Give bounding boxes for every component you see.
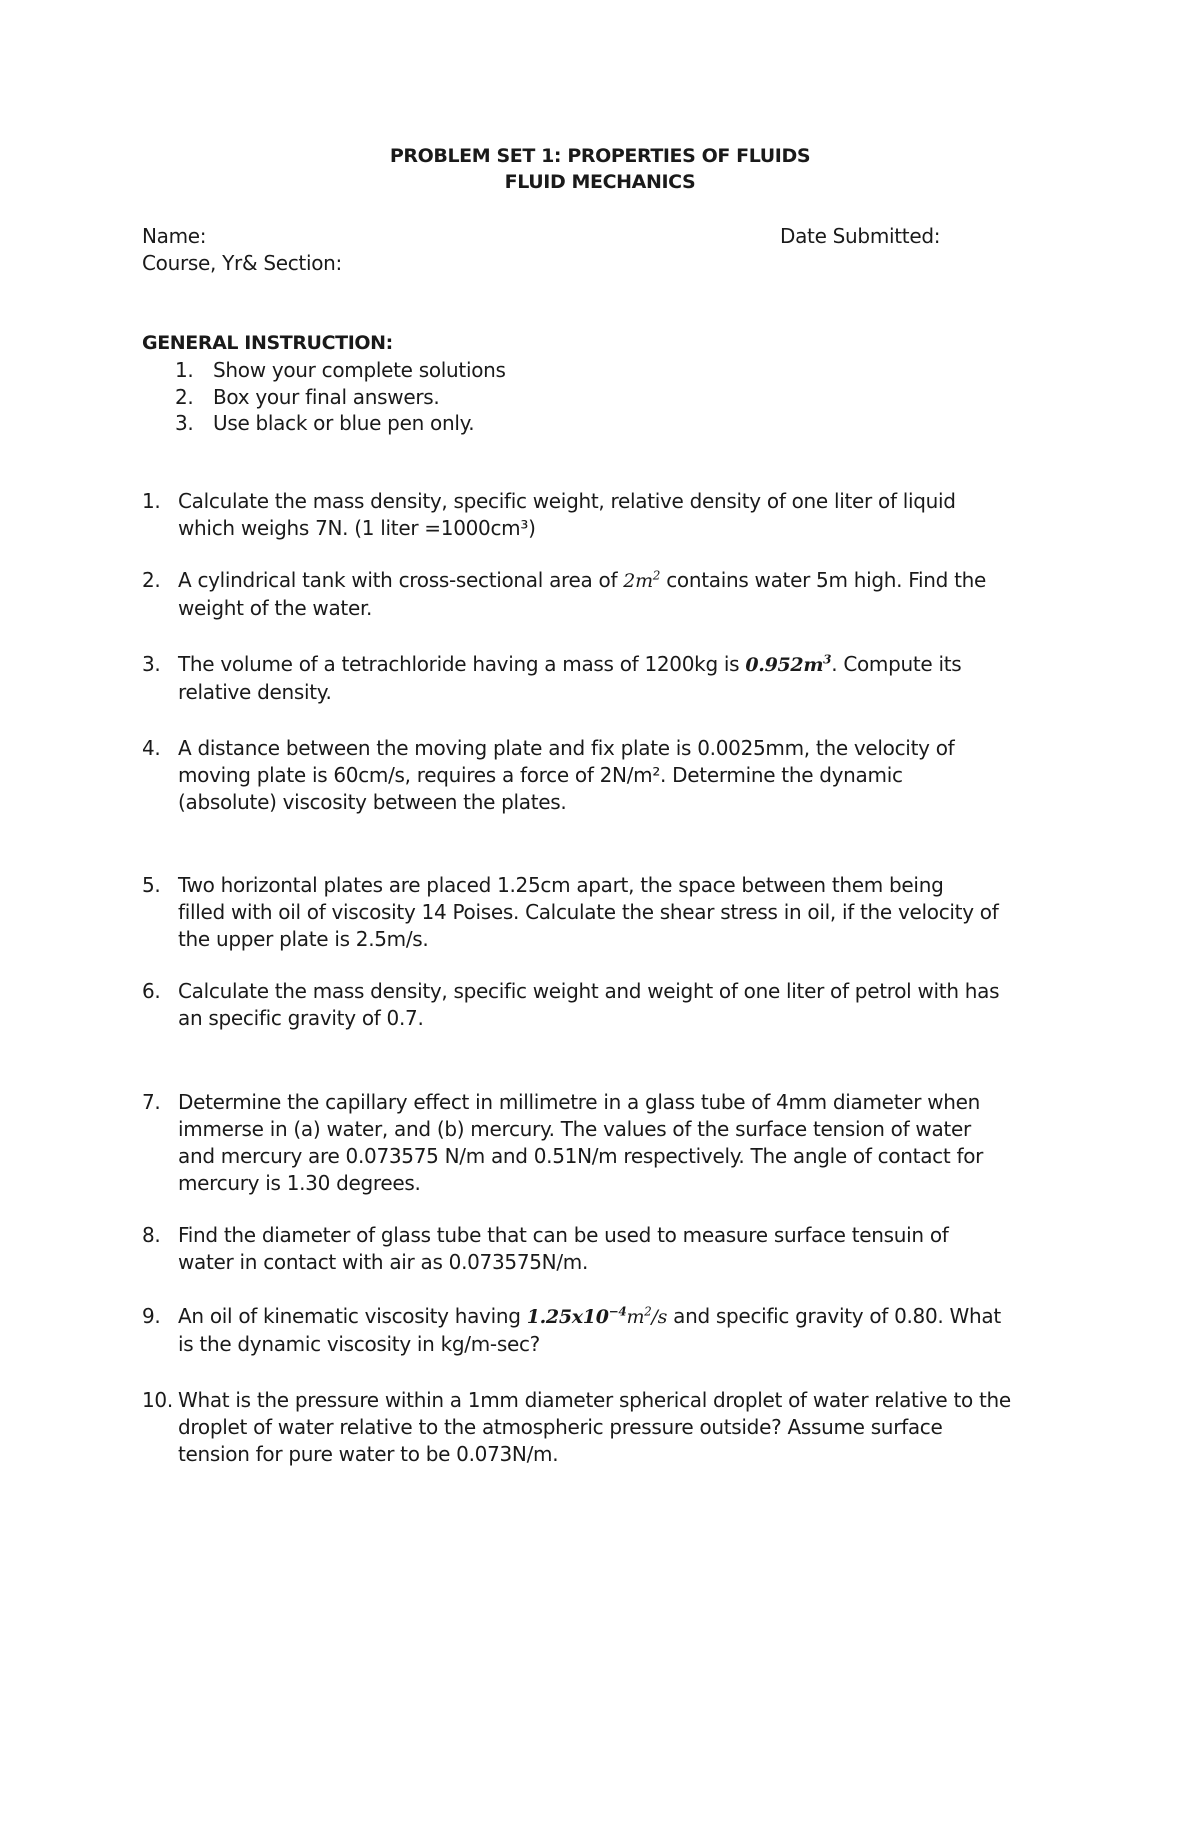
problem-text	[178, 1089, 1062, 1197]
instruction-number: 2.	[175, 384, 194, 409]
problem-item	[142, 651, 1062, 706]
problem-item	[142, 488, 1062, 542]
problem-line: Calculate the mass density, specific weight and weight of one liter of petrol with has	[178, 979, 1000, 1003]
problem-line: relative density.	[178, 680, 332, 704]
instruction-number: 1.	[175, 358, 194, 382]
problem-number: 2.	[142, 568, 161, 592]
problem-line: mercury is 1.30 degrees.	[178, 1171, 421, 1195]
problem-item	[142, 567, 1062, 622]
problem-item	[142, 978, 1062, 1032]
problem-line: is the dynamic viscosity in kg/m-sec?	[178, 1332, 540, 1356]
problem-text-segment: contains water 5m high. Find the	[660, 568, 986, 592]
problem-line: immerse in (a) water, and (b) mercury. The values of the surface tension of water	[178, 1117, 971, 1141]
problem-text	[178, 1303, 1062, 1358]
problem-number: 5.	[142, 873, 161, 897]
problem-text	[178, 1387, 1062, 1468]
math-expression	[527, 1306, 627, 1328]
problem-text-segment: A cylindrical tank with cross-sectional area of	[178, 568, 624, 592]
problem-text	[178, 978, 1062, 1032]
math-expression	[626, 1306, 667, 1328]
problem-line	[178, 567, 1062, 595]
problem-line: What is the pressure within a 1mm diameter spherical droplet of water relative to the	[178, 1388, 1011, 1412]
problem-line: Calculate the mass density, specific weight, relative density of one liter of liquid	[178, 489, 956, 513]
problem-item	[142, 1222, 1062, 1276]
problem-line: an specific gravity of 0.7.	[178, 1006, 424, 1030]
page-subtitle: FLUID MECHANICS	[504, 171, 696, 193]
problem-line: which weighs 7N. (1 liter =1000cm³)	[178, 516, 536, 540]
instruction-item	[142, 410, 842, 437]
instruction-text: Use black or blue pen only.	[213, 411, 475, 435]
math-exponent: 2	[644, 1304, 652, 1319]
problem-line: (absolute) viscosity between the plates.	[178, 790, 567, 814]
problem-line: tension for pure water to be 0.073N/m.	[178, 1442, 559, 1466]
problem-text	[178, 735, 1062, 816]
problem-text	[178, 651, 1062, 706]
problem-item	[142, 1303, 1062, 1358]
problem-number: 3.	[142, 652, 161, 676]
problem-text	[178, 1222, 1062, 1276]
general-instruction-list	[142, 357, 842, 437]
problem-text-segment: An oil of kinematic viscosity having	[178, 1304, 527, 1328]
problem-line: moving plate is 60cm/s, requires a force of 2N/m². Determine the dynamic	[178, 763, 903, 787]
math-base: 1.25x10	[526, 1306, 609, 1328]
course-section-label: Course, Yr& Section:	[142, 251, 342, 275]
problem-number: 6.	[142, 979, 161, 1003]
instruction-text: Show your complete solutions	[213, 358, 506, 382]
problem-line: the upper plate is 2.5m/s.	[178, 927, 429, 951]
problem-text-segment: and specific gravity of 0.80. What	[667, 1304, 1001, 1328]
instruction-item	[142, 384, 842, 411]
math-exponent: 2	[652, 568, 661, 583]
instruction-number: 3.	[175, 411, 194, 435]
math-base: /s	[651, 1306, 668, 1328]
problem-text	[178, 488, 1062, 542]
problem-item	[142, 1387, 1062, 1468]
problem-line: Determine the capillary effect in millimetre in a glass tube of 4mm diameter when	[178, 1090, 981, 1114]
math-base: 0.952m	[745, 654, 824, 676]
date-submitted-label: Date Submitted:	[780, 224, 941, 248]
problem-line: droplet of water relative to the atmospheric pressure outside? Assume surface	[178, 1415, 943, 1439]
math-exponent: 3	[823, 652, 832, 667]
problem-number: 8.	[142, 1223, 161, 1247]
problem-number: 7.	[142, 1090, 161, 1114]
problem-text	[178, 567, 1062, 622]
problem-number: 9.	[142, 1304, 161, 1328]
problem-line: Two horizontal plates are placed 1.25cm apart, the space between them being	[178, 873, 944, 897]
problem-line: filled with oil of viscosity 14 Poises. Calculate the shear stress in oil, if the velocity of	[178, 900, 999, 924]
math-expression	[745, 654, 831, 676]
problem-item	[142, 1089, 1062, 1197]
problem-line: A distance between the moving plate and fix plate is 0.0025mm, the velocity of	[178, 736, 955, 760]
problem-text-segment: The volume of a tetrachloride having a mass of 1200kg is	[178, 652, 746, 676]
general-instruction-heading: GENERAL INSTRUCTION:	[142, 332, 393, 354]
problem-text	[178, 872, 1062, 953]
problem-line: Find the diameter of glass tube that can be used to measure surface tensuin of	[178, 1223, 949, 1247]
name-label: Name:	[142, 224, 207, 248]
problem-line	[178, 651, 1062, 679]
problem-number: 4.	[142, 736, 161, 760]
problem-item	[142, 735, 1062, 816]
problem-line: water in contact with air as 0.073575N/m.	[178, 1250, 589, 1274]
instruction-text: Box your final answers.	[213, 384, 440, 409]
math-base: 2m	[623, 570, 653, 592]
instruction-item	[142, 357, 842, 384]
math-expression	[623, 570, 660, 592]
problem-line	[178, 1303, 1062, 1331]
problem-line: weight of the water.	[178, 596, 373, 620]
math-exponent: −4	[608, 1304, 627, 1319]
problem-line: and mercury are 0.073575 N/m and 0.51N/m respectively. The angle of contact for	[178, 1144, 984, 1168]
problem-item	[142, 872, 1062, 953]
math-base: m	[626, 1306, 645, 1328]
problem-text-segment: . Compute its	[831, 652, 962, 676]
problem-number: 1.	[142, 489, 161, 513]
page-title: PROBLEM SET 1: PROPERTIES OF FLUIDS	[389, 145, 811, 167]
problem-number: 10.	[142, 1388, 173, 1412]
